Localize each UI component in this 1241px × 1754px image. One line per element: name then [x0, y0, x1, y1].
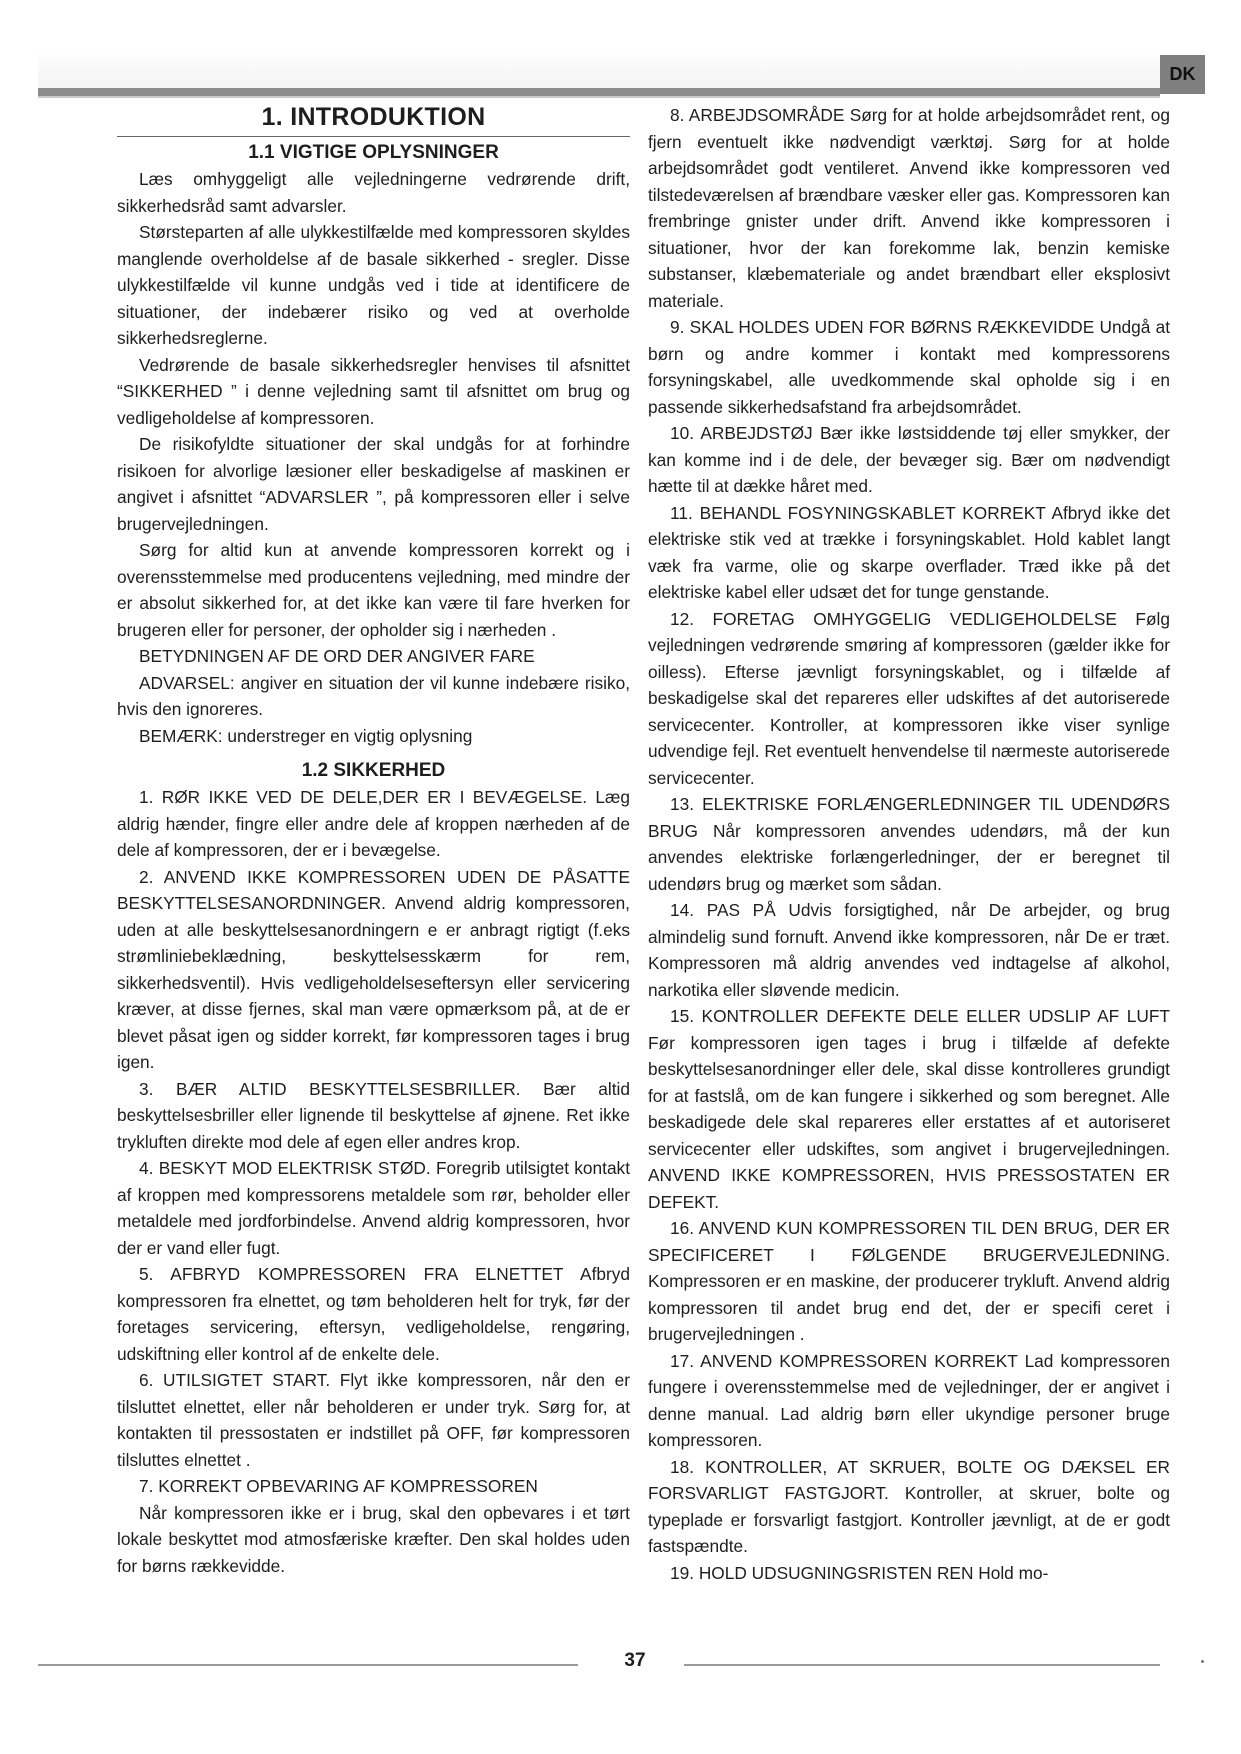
paragraph: 15. KONTROLLER DEFEKTE DELE ELLER UDSLIP AF LUFT Før kompressoren igen tages i brug i tilfælde af defekte beskyttelsesanordninger eller dele, skal disse kontrolleres grundigt for at fastslå, om de kan fungere i sikkerhed og som beregnet. Alle beskadigede dele skal repareres eller erstattes af et autoriseret servicecenter eller udskiftes, som angivet i brugervejledningen. ANVEND IKKE KOMPRESSOREN, HVIS PRESSOSTATEN ER DEFEKT.: [648, 1006, 1170, 1212]
paragraph: 18. KONTROLLER, AT SKRUER, BOLTE OG DÆKSEL ER FORSVARLIGT FASTGJORT. Kontroller, at skruer, bolte og typeplade er forsvarligt fastgjort. Kontroller jævnligt, at de er godt fastspændte.: [648, 1456, 1170, 1556]
paragraph: 1. RØR IKKE VED DE DELE,DER ER I BEVÆGELSE. Læg aldrig hænder, fingre eller andre dele af kroppen nærheden af de dele af kompressoren, der er i bevægelse.: [117, 787, 630, 860]
paragraph: De risikofyldte situationer der skal undgås for at forhindre risikoen for alvorlige læsioner eller beskadigelse af maskinen er angivet i afsnittet “ADVARSLER ”, på kompressoren eller i selve brugervejledningen.: [117, 434, 630, 534]
paragraph: 3. BÆR ALTID BESKYTTELSESBRILLER. Bær altid beskyttelsesbriller eller lignende til beskyttelse af øjnene. Ret ikke trykluften direkte mod dele af egen eller andres krop.: [117, 1078, 630, 1152]
paragraph: 8. ARBEJDSOMRÅDE Sørg for at holde arbejdsområdet rent, og fjern eventuelt ikke nødvendigt værktøj. Sørg for at holde arbejdsområdet godt ventileret. Anvend ikke kompressoren ved tilstedeværelsen af brændbare væsker eller gas. Kompressoren kan frembringe gnister under drift. Anvend ikke kompressoren i situationer, hvor der kan forekomme lak, benzin kemiske substanser, klæbemateriale og andet brændbart eller eksplosivt materiale.: [648, 105, 1170, 311]
paragraph: Størsteparten af alle ulykkestilfælde med kompressoren skyldes manglende overholdelse af de basale sikkerhed - sregler. Disse ulykkestilfælde vil kunne undgås ved i tide at identificere de situationer, der indebærer risiko og ved at overholde sikkerhedsreglerne.: [117, 222, 630, 348]
section-title: 1. INTRODUKTION: [261, 103, 486, 131]
paragraph: 11. BEHANDL FOSYNINGSKABLET KORREKT Afbryd ikke det elektriske stik ved at trække i forsyningskablet. Hold kablet langt væk fra varme, olie og skarpe overflader. Træd ikke på det elektriske kabel eller udsæt det for tunge genstande.: [648, 502, 1170, 602]
paragraph: BETYDNINGEN AF DE ORD DER ANGIVER FARE: [139, 646, 535, 666]
footer-rule-right: [684, 1664, 1160, 1666]
header-band: [38, 48, 1160, 88]
paragraph: 19. HOLD UDSUGNINGSRISTEN REN Hold mo-: [670, 1562, 1049, 1583]
paragraph: 16. ANVEND KUN KOMPRESSOREN TIL DEN BRUG, DER ER SPECIFICERET I FØLGENDE BRUGERVEJLEDNING. Kompressoren er en maskine, der producerer trykluft. Anvend aldrig kompressoren til andet brug end det, der er specifi ceret i brugervejledningen .: [648, 1218, 1170, 1344]
header-rule-shadow: [38, 96, 1160, 98]
subsection-title-important-info: 1.1 VIGTIGE OPLYSNINGER: [248, 142, 499, 163]
paragraph: 13. ELEKTRISKE FORLÆNGERLEDNINGER TIL UDENDØRS BRUG Når kompressoren anvendes udendørs, må der kun anvendes elektriske forlængerledninger, der er beregnet til udendørs brug og mærket som sådan.: [648, 794, 1170, 894]
left-column: [117, 102, 630, 1579]
paragraph: BEMÆRK: understreger en vigtig oplysning: [139, 725, 473, 746]
paragraph: ADVARSEL: angiver en situation der vil kunne indebære risiko, hvis den ignoreres.: [117, 672, 630, 719]
page-number: 37: [624, 1650, 646, 1671]
paragraph: 6. UTILSIGTET START. Flyt ikke kompressoren, når den er tilsluttet elnettet, eller når beholderen er under tryk. Sørg for, at kontakten til pressostaten er indstillet på OFF, før kompressoren tilsluttes elnettet .: [117, 1370, 630, 1470]
paragraph: Læs omhyggeligt alle vejledningerne vedrørende drift, sikkerhedsråd samt advarsler.: [117, 169, 630, 216]
paragraph: 12. FORETAG OMHYGGELIG VEDLIGEHOLDELSE Følg vejledningen vedrørende smøring af kompressoren (gælder ikke for oilless). Efterse jævnligt forsyningskablet, og i tilfælde af beskadigelse skal det repareres eller udskiftes af det autoriserede servicecenter. Kontroller, at kompressoren ikke viser synlige udvendige fejl. Ret eventuelt henvendelse til nærmeste autoriserede servicecenter.: [648, 608, 1170, 788]
paragraph: 9. SKAL HOLDES UDEN FOR BØRNS RÆKKEVIDDE Undgå at børn og andre kommer i kontakt med kompressorens forsyningskabel, alle uvedkommende skal opholde sig i en passende sikkerhedsafstand fra arbejdsområdet.: [648, 317, 1170, 417]
right-column: [648, 102, 1170, 1586]
subsection-title-safety: 1.2 SIKKERHED: [301, 760, 446, 781]
paragraph: Sørg for altid kun at anvende kompressoren korrekt og i overensstemmelse med producentens vejledning, med mindre der er absolut sikkerhed for, at det ikke kan være til fare hverken for brugeren eller for personer, der opholder sig i nærheden .: [117, 540, 630, 640]
footer-dot: [1201, 1660, 1204, 1663]
paragraph: Når kompressoren ikke er i brug, skal den opbevares i et tørt lokale beskyttet mod atmosfæriske kræfter. Den skal holdes uden for børns rækkevidde.: [117, 1502, 630, 1576]
paragraph: 7. KORREKT OPBEVARING AF KOMPRESSOREN: [139, 1476, 538, 1496]
paragraph: 17. ANVEND KOMPRESSOREN KORREKT Lad kompressoren fungere i overensstemmelse med de vejledninger, der er angivet i denne manual. Lad aldrig børn eller ukyndige personer bruge kompressoren.: [648, 1350, 1170, 1450]
paragraph: 14. PAS PÅ Udvis forsigtighed, når De arbejder, og brug almindelig sund fornuft. Anvend ikke kompressoren, når De er træt. Kompressoren må aldrig anvendes ved indtagelse af alkohol, narkotika eller sløvende medicin.: [648, 900, 1170, 1000]
language-badge: DK: [1160, 55, 1205, 94]
paragraph: Vedrørende de basale sikkerhedsregler henvises til afsnittet “SIKKERHED ” i denne vejledning samt til afsnittet om brug og vedligeholdelse af kompressoren.: [117, 354, 630, 428]
paragraph: 5. AFBRYD KOMPRESSOREN FRA ELNETTET Afbryd kompressoren fra elnettet, og tøm beholderen helt for tryk, før der foretages servicering, eftersyn, vedligeholdelse, rengøring, udskiftning eller kontrol af de enkelte dele.: [117, 1264, 630, 1364]
paragraph: 4. BESKYT MOD ELEKTRISK STØD. Foregrib utilsigtet kontakt af kroppen med kompressorens metaldele som rør, beholder eller metaldele med jordforbindelse. Anvend aldrig kompressoren, hvor der er vand eller fugt.: [117, 1158, 630, 1258]
footer-rule-left: [38, 1664, 578, 1666]
title-underline: [117, 136, 630, 137]
paragraph: 2. ANVEND IKKE KOMPRESSOREN UDEN DE PÅSATTE BESKYTTELSESANORDNINGER. Anvend aldrig kompressoren, uden at alle beskyttelsesanordningern e er anbragt rigtigt (f.eks strømliniebeklædning, beskyttelsesskærm for rem, sikkerhedsventil). Hvis vedligeholdelseseftersyn eller servicering kræver, at disse fjernes, skal man være opmærksom på, at de er blevet påsat igen og sidder korrekt, før kompressoren tages i brug igen.: [117, 866, 630, 1072]
header-rule: [38, 88, 1160, 96]
paragraph: 10. ARBEJDSTØJ Bær ikke løstsiddende tøj eller smykker, der kan komme ind i de dele, der bevæger sig. Bær om nødvendigt hætte til at dække håret med.: [648, 423, 1170, 496]
